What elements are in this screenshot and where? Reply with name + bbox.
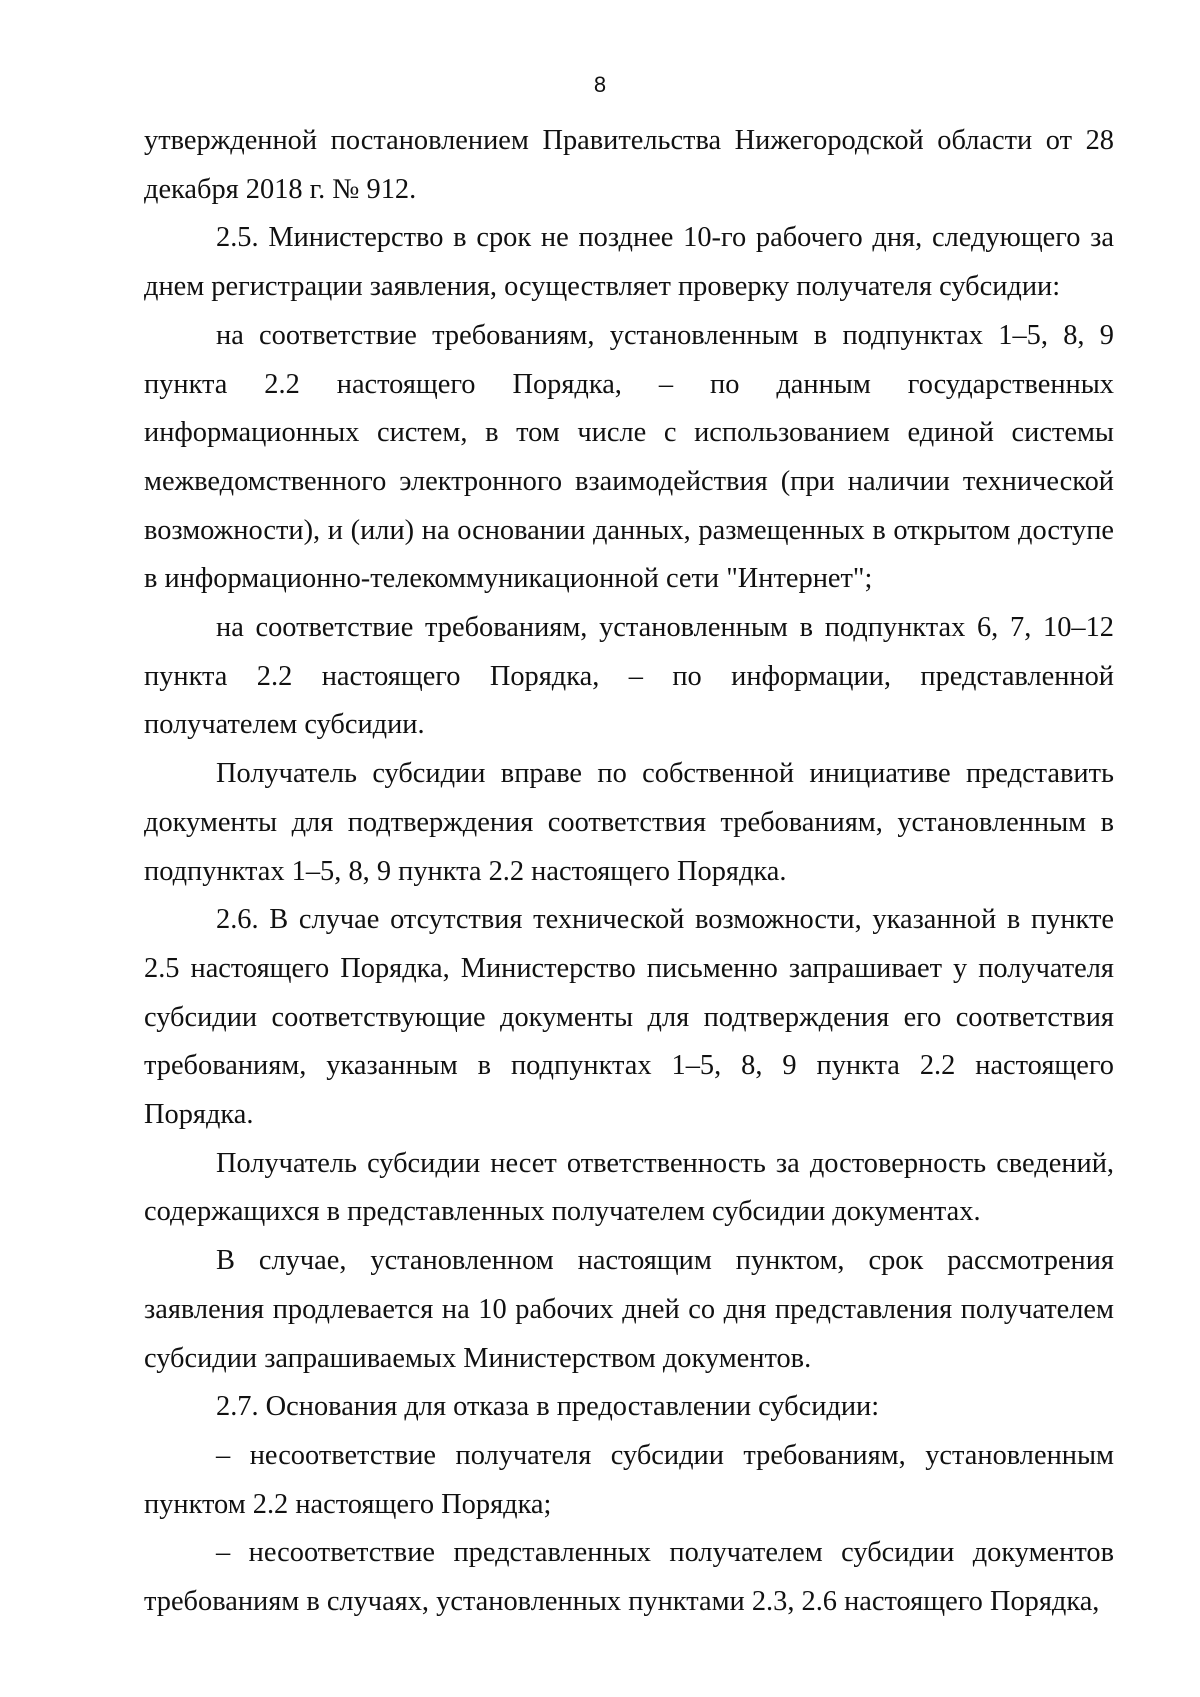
paragraph-check-state-systems: на соответствие требованиям, установленным в подпунктах 1–5, 8, 9 пункта 2.2 настоящего Порядка, – по данным государственных информационных систем, в том числе с использованием единой системы межведомственного электронного взаимодействия (при наличии технической возможности), и (или) на основании данных, размещенных в открытом доступе в информационно-телекоммуникационной сети "Интернет"; <box>144 319 1114 595</box>
paragraph-recipient-initiative: Получатель субсидии вправе по собственной инициативе представить документы для подтверждения соответствия требованиям, установленным в подпунктах 1–5, 8, 9 пункта 2.2 настоящего Порядка. <box>144 758 1114 887</box>
document-body <box>144 117 1114 1627</box>
paragraph-2-6: 2.6. В случае отсутствия технической возможности, указанной в пункте 2.5 настоящего Порядка, Министерство письменно запрашивает у получателя субсидии соответствующие документы для подтверждения его соответствия требованиям, указанным в подпунктах 1–5, 8, 9 пункта 2.2 настоящего Порядка. <box>144 904 1114 1131</box>
list-item-refusal-1: – несоответствие получателя субсидии требованиям, установленным пунктом 2.2 настоящего Порядка; <box>144 1439 1114 1520</box>
paragraph-review-extension: В случае, установленном настоящим пунктом, срок рассмотрения заявления продлевается на 10 рабочих дней со дня представления получателем субсидии запрашиваемых Министерством документов. <box>144 1245 1114 1374</box>
paragraph-2-5: 2.5. Министерство в срок не позднее 10-го рабочего дня, следующего за днем регистрации заявления, осуществляет проверку получателя субсидии: <box>144 222 1114 303</box>
paragraph-continuation: утвержденной постановлением Правительства Нижегородской области от 28 декабря 2018 г. № 912. <box>144 125 1114 205</box>
page-number: 8 <box>593 72 607 97</box>
paragraph-recipient-responsibility: Получатель субсидии несет ответственность за достоверность сведений, содержащихся в представленных получателем субсидии документах. <box>144 1147 1114 1228</box>
list-item-refusal-2: – несоответствие представленных получателем субсидии документов требованиям в случаях, установленных пунктами 2.3, 2.6 настоящего Порядка, <box>144 1537 1114 1618</box>
paragraph-check-recipient-info: на соответствие требованиям, установленным в подпунктах 6, 7, 10–12 пункта 2.2 настоящего Порядка, – по информации, представленной получателем субсидии. <box>144 612 1114 741</box>
paragraph-2-7: 2.7. Основания для отказа в предоставлении субсидии: <box>216 1391 880 1423</box>
